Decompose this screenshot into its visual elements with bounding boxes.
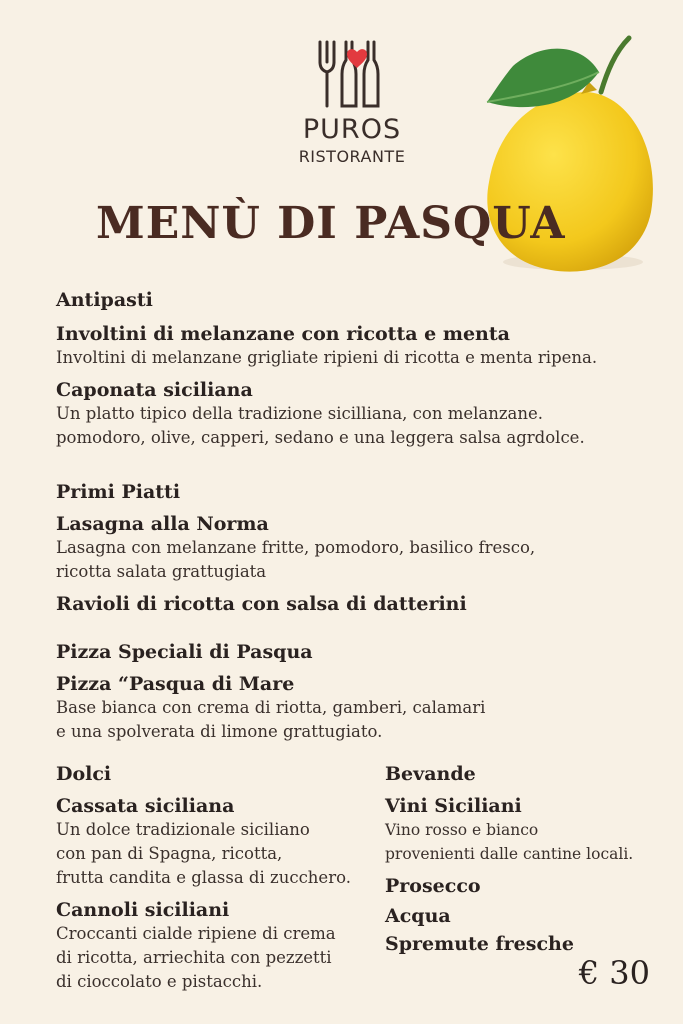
dish-name: Caponata siciliana (56, 379, 253, 401)
section-antipasti (56, 288, 656, 450)
dish-description: Croccanti cialde ripiene di crema (56, 924, 336, 943)
section-primi (56, 480, 656, 616)
dish-description: di ricotta, arriechita con pezzetti (56, 948, 332, 967)
menu-price: € 30 (578, 954, 650, 992)
dish-description: Lasagna con melanzane fritte, pomodoro, basilico fresco, (56, 538, 536, 557)
drink-name: Acqua (385, 905, 451, 927)
category-title: Pizza Speciali di Pasqua (56, 641, 313, 663)
dish-description: frutta candita e glassa di zucchero. (56, 868, 351, 887)
dish-description: con pan di Spagna, ricotta, (56, 844, 283, 863)
dish-description: Involtini di melanzane grigliate ripieni di ricotta e menta ripena. (56, 348, 598, 367)
drink-name: Vini Siciliani (385, 795, 522, 817)
dish-name: Ravioli di ricotta con salsa di datterini (56, 593, 467, 615)
dish-description: ricotta salata grattugiata (56, 562, 267, 581)
dish-description: di cioccolato e pistacchi. (56, 972, 263, 991)
dish-description: Un platto tipico della tradizione sicilliana, con melanzane. (56, 404, 544, 423)
brand-name: PUROS (302, 114, 402, 145)
dish-name: Lasagna alla Norma (56, 513, 269, 535)
category-title: Bevande (385, 763, 476, 785)
brand-subtitle: RISTORANTE (298, 147, 406, 166)
drink-name: Prosecco (385, 875, 481, 897)
category-title: Primi Piatti (56, 481, 181, 503)
section-pizza (56, 640, 656, 744)
category-title: Antipasti (56, 289, 153, 311)
drink-description: Vino rosso e bianco (385, 821, 539, 839)
dish-description: pomodoro, olive, capperi, sedano e una leggera salsa agrdolce. (56, 428, 585, 447)
dish-name: Cannoli siciliani (56, 899, 230, 921)
dish-description: Base bianca con crema di riotta, gamberi, calamari (56, 698, 486, 717)
restaurant-logo (292, 38, 412, 166)
section-bevande (385, 762, 675, 956)
dish-description: e una spolverata di limone grattugiato. (56, 722, 383, 741)
drink-name: Spremute fresche (385, 933, 574, 955)
category-title: Dolci (56, 763, 112, 785)
dish-name: Cassata siciliana (56, 795, 235, 817)
dish-description: Un dolce tradizionale siciliano (56, 820, 310, 839)
section-dolci (56, 762, 376, 994)
fork-heart-bottle-icon (312, 38, 392, 110)
drink-description: provenienti dalle cantine locali. (385, 845, 634, 863)
dish-name: Pizza “Pasqua di Mare (56, 673, 295, 695)
menu-title: MENÙ DI PASQUA (96, 198, 566, 249)
dish-name: Involtini di melanzane con ricotta e menta (56, 323, 510, 345)
